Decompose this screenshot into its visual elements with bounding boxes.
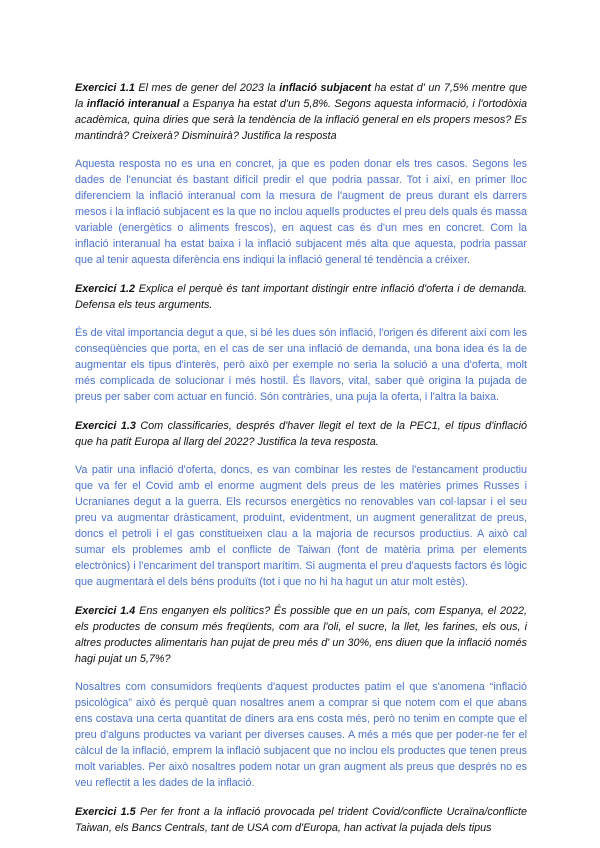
exercise-1-2-answer: És de vital importancia degut a que, si bé les dues són inflació, l'origen és diferent així com les conseqüències que porta, en el cas de ser una inflació de demanda, una bona idea és la de augmentar els tipus d'interès, però això per exemple no seria la solució a una d'oferta, molt més complicada de solucionar i més hostil. És llavors, vital, saber què origina la pujada de preus per saber com actuar en funció. Són contràries, una puja la oferta, i l'altra la baixa. (75, 327, 527, 403)
term-inflacio-interanual: inflació interanual (86, 98, 180, 110)
exercise-1-3-question: Exercici 1.3 Com classificaries, després d'haver llegit el text de la PEC1, el tipus d'inflació que ha patit Europa al llarg del 2022? Justifica la teva resposta. (75, 420, 527, 448)
exercise-1-5-number: Exercici 1.5 (75, 806, 136, 818)
exercise-1-5-question: Exercici 1.5 Per fer front a la inflació provocada pel trident Covid/conflicte Ucraïna/conflicte Taiwan, els Bancs Centrals, tant de USA com d'Europa, han activat la pujada dels tipus (75, 806, 527, 834)
term-inflacio-subjacent: inflació subjacent (279, 82, 371, 94)
exercise-1-1-number: Exercici 1.1 (75, 82, 135, 94)
exercise-1-3-answer: Va patir una inflació d'oferta, doncs, es van combinar les restes de l'estancament productiu que va fer el Covid amb el enorme augment dels preus de les matèries primes Russes i Ucranianes degut a la guerra. Els recursos energètics no renovables van col·lapsar i el seu preu va augmentar dràsticament, produint, evidentment, un augment generalitzat de preus, doncs el petroli i el gas constitueixen clau a la majoria de recursos productius. A això cal sumar els problemes amb el conflicte de Taiwan (font de matèria prima per elements electrònics) i l'encariment del transport marítim. Si augmenta el preu d'aquests factors és lògic que augmentarà el dels béns produïts (tot i que no hi ha hagut un atur molt estès). (75, 464, 527, 588)
exercise-1-2-number: Exercici 1.2 (75, 283, 136, 295)
exercise-1-3-number: Exercici 1.3 (75, 420, 136, 432)
exercise-1-4-number: Exercici 1.4 (75, 605, 136, 617)
exercise-1-2-question: Exercici 1.2 Explica el perquè és tant important distingir entre inflació d'oferta i de demanda. Defensa els teus arguments. (75, 283, 527, 311)
exercise-1-4-question: Exercici 1.4 Ens enganyen els polítics? És possible que en un país, com Espanya, el 2022, els productes de consum més freqüents, com ara l'oli, el sucre, la llet, les farines, els ous, i altres productes alimentaris han pujat de preu més d' un 30%, ens diuen que la inflació només hagi pujat un 5,7%? (75, 605, 527, 665)
exercise-1-1-question: Exercici 1.1 El mes de gener del 2023 la inflació subjacent ha estat d' un 7,5% mentre que la inflació interanual a Espanya ha estat d'un 5,8%. Segons aquesta informació, i l'ortodòxia acadèmica, quina diries que serà la tendència de la inflació general en els propers mesos? Es mantindrà? Creixerà? Disminuirà? Justifica la resposta (75, 82, 528, 142)
document-body (75, 80, 527, 848)
exercise-1-4-answer: Nosaltres com consumidors freqüents d'aquest productes patim el que s'anomena “inflació psicològica” això és perquè quan nosaltres anem a comprar si que notem com el que abans ens costava una certa quantitat de diners ara ens costa més, però no tenim en compte que el preu d'alguns productes va variant per diverses causes. A més a més que per poder-ne fer el càlcul de la inflació, emprem la inflació subjacent que no inclou els productes que tenen preus molt variables. Per això nosaltres podem notar un gran augment als preus que després no es veu reflectit a les dades de la inflació. (75, 681, 527, 789)
exercise-1-1-answer: Aquesta resposta no es una en concret, ja que es poden donar els tres casos. Segons les dades de l'enunciat és bastant difícil predir el que podria passar. Tot i així, en primer lloc diferenciem la inflació interanual com la mesura de l'augment de preus durant els darrers mesos i la inflació subjacent es la que no inclou aquells productes el preu dels quals és massa variable (energètics o aliments frescos), en aquest cas és d'un mes en concret. Com la inflació interanual ha estat baixa i la inflació subjacent més alta que aquesta, podria passar que al tenir aquesta diferència ens indiqui la inflació general té tendència a créixer. (75, 158, 527, 266)
